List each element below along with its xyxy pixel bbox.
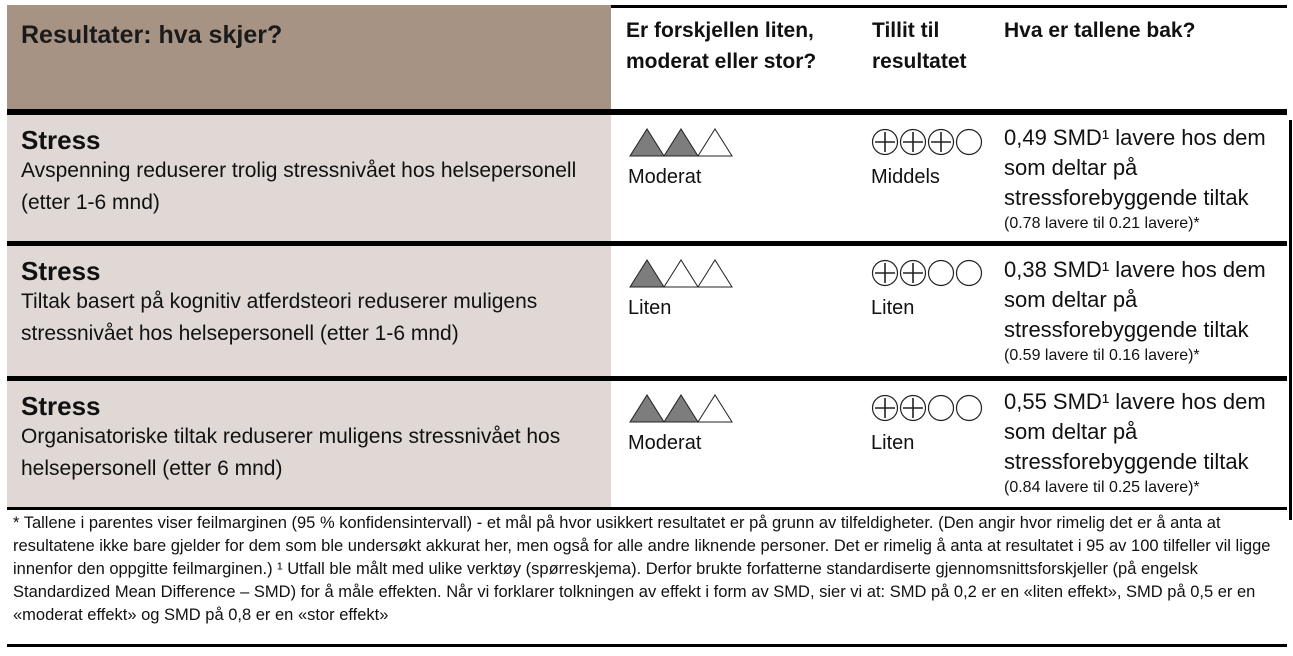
row-2-result: 0,38 SMD¹ lavere hos dem som deltar på stressforebyggende tiltak: [1004, 257, 1266, 342]
header-title: Resultater: hva skjer?: [21, 21, 283, 49]
circle-plus-icon: [873, 130, 898, 155]
row-2-certainty: [871, 246, 1001, 319]
circle-empty-icon: [957, 396, 982, 421]
right-edge-rule: [1289, 120, 1292, 520]
circle-empty-icon: [929, 396, 954, 421]
circle-plus-icon: [901, 261, 926, 286]
certainty-circles-icon: [871, 393, 983, 423]
magnitude-triangles-icon: [628, 393, 738, 423]
triangle-empty-icon: [698, 395, 732, 422]
triangle-empty-icon: [698, 129, 732, 156]
footnote-rule: [7, 507, 1287, 510]
row-1-numbers: [1004, 123, 1287, 235]
certainty-circles-icon: [871, 258, 983, 288]
row-1-magnitude: [628, 115, 858, 188]
row-2-magnitude-label: Liten: [628, 297, 672, 319]
triangle-filled-icon: [664, 129, 698, 156]
row-2-title: Stress: [21, 256, 101, 286]
row-2-certainty-label: Liten: [871, 297, 915, 319]
row-3-magnitude: [628, 381, 858, 454]
row-3-outcome: [7, 381, 611, 507]
triangle-filled-icon: [630, 395, 664, 422]
header-title-cell: [7, 5, 611, 109]
triangle-filled-icon: [630, 129, 664, 156]
triangle-empty-icon: [664, 260, 698, 287]
row-2-numbers: [1004, 255, 1287, 367]
row-1-description: Avspenning reduserer trolig stressnivået hos helsepersonell (etter 1-6 mnd): [21, 159, 577, 214]
circle-plus-icon: [901, 396, 926, 421]
row-1-certainty: [871, 115, 1001, 188]
row-3-result: 0,55 SMD¹ lavere hos dem som deltar på stressforebyggende tiltak: [1004, 389, 1266, 474]
row-2-outcome: [7, 246, 611, 376]
row-3-ci: (0.84 lavere til 0.25 lavere)*: [1004, 479, 1200, 496]
row-1-magnitude-label: Moderat: [628, 166, 702, 188]
circle-plus-icon: [901, 130, 926, 155]
circle-plus-icon: [873, 396, 898, 421]
row-3-numbers: [1004, 387, 1287, 499]
row-3-certainty: [871, 381, 1001, 454]
magnitude-triangles-icon: [628, 258, 738, 288]
circle-empty-icon: [957, 130, 982, 155]
footnote: * Tallene i parentes viser feilmarginen (95 % konfidensintervall) - et mål på hvor usikkert resultatet er på grunn av tilfeldigheter. (Den angir hvor rimelig det er å anta at resultatene ikke bare gjelder for dem som ble undersøkt akkurat her, men også for alle andre liknende personer. Det er rimelig å anta at resultatet i 95 av 100 tilfeller vil ligge innenfor den oppgitte feilmarginen.) ¹ Utfall ble målt med ulike verktøy (spørreskjema). Derfor brukte forfatterne standardiserte gjennomsnittsforskjeller (på engelsk Standardized Mean Difference – SMD) for å måle effekten. Når vi forklarer tolkningen av effekt i form av SMD, sier vi at: SMD på 0,2 er en «liten effekt», SMD på 0,5 er en «moderat effekt» og SMD på 0,8 er en «stor effekt»: [13, 514, 1271, 624]
magnitude-triangles-icon: [628, 127, 738, 157]
circle-empty-icon: [957, 261, 982, 286]
circle-plus-icon: [929, 130, 954, 155]
row-2-ci: (0.59 lavere til 0.16 lavere)*: [1004, 347, 1200, 364]
row-3-magnitude-label: Moderat: [628, 432, 702, 454]
row-2-description: Tiltak basert på kognitiv atferdsteori reduserer muligens stressnivået hos helsepersonell (etter 1-6 mnd): [21, 290, 538, 345]
row-3-title: Stress: [21, 391, 101, 421]
triangle-filled-icon: [630, 260, 664, 287]
row-1-outcome: [7, 115, 611, 241]
row-3-description: Organisatoriske tiltak reduserer muligens stressnivået hos helsepersonell (etter 6 mnd): [21, 425, 561, 480]
row-2-magnitude: [628, 246, 858, 319]
row-1-result: 0,49 SMD¹ lavere hos dem som deltar på stressforebyggende tiltak: [1004, 125, 1266, 210]
triangle-filled-icon: [664, 395, 698, 422]
bottom-rule: [7, 644, 1287, 647]
header-certainty: Tillit til resultatet: [872, 19, 967, 73]
row-3-certainty-label: Liten: [871, 432, 915, 454]
certainty-circles-icon: [871, 127, 983, 157]
circle-plus-icon: [873, 261, 898, 286]
row-1-ci: (0.78 lavere til 0.21 lavere)*: [1004, 215, 1200, 232]
triangle-empty-icon: [698, 260, 732, 287]
circle-empty-icon: [929, 261, 954, 286]
header-numbers: Hva er tallene bak?: [1004, 19, 1196, 42]
row-1-title: Stress: [21, 125, 101, 155]
row-1-certainty-label: Middels: [871, 166, 940, 188]
header-magnitude: Er forskjellen liten, moderat eller stor?: [626, 19, 817, 73]
